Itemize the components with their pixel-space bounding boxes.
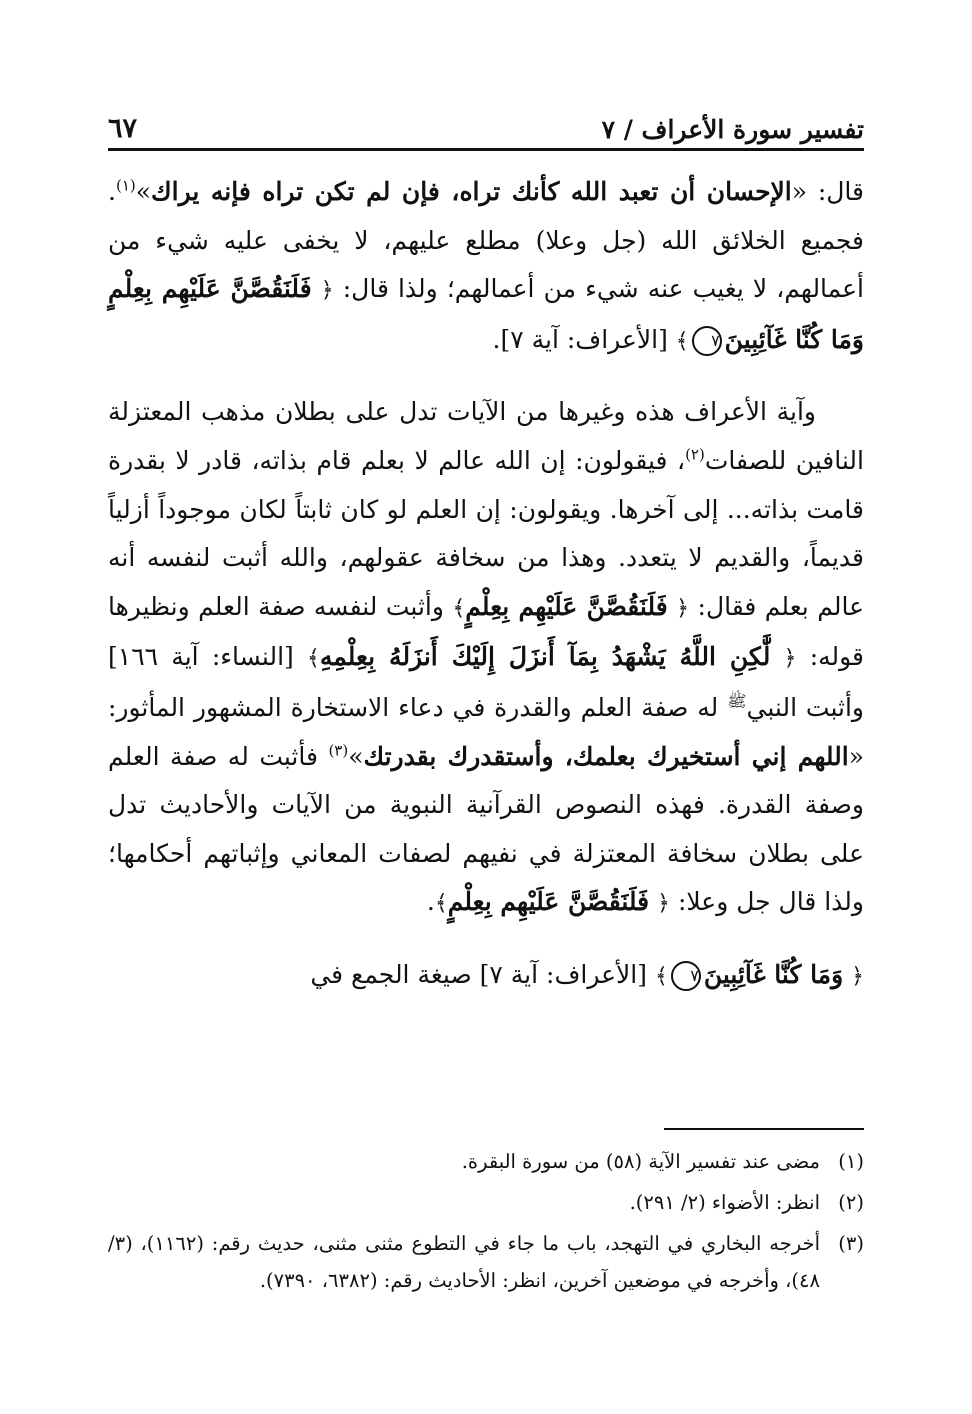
footnote-item (108, 1184, 864, 1221)
ayah-number-mark: ٧ (671, 961, 701, 991)
footnote-text: انظر: الأضواء (٢/ ٢٩١). (629, 1191, 820, 1214)
footnote-ref-3[interactable]: (٣) (328, 741, 349, 760)
text-run: [الأعراف: آية ٧] صيغة الجمع في (310, 959, 647, 989)
footnote-text: أخرجه البخاري في التهجد، باب ما جاء في التطوع مثنى مثنى، حديث رقم: (١١٦٢)، (٣/ ٤٨)، وأخرجه في موضعين آخرين، انظر: الأحاديث رقم: (٦٣٨٢، ٧٣٩٠). (108, 1232, 820, 1292)
text-run: » (348, 741, 364, 771)
quran-close-bracket: ﴾ (434, 891, 448, 917)
footnote-number: (١) (838, 1150, 864, 1173)
footnote-ref-1[interactable]: (١) (115, 176, 136, 195)
paragraph-3 (108, 951, 864, 1002)
header-title: تفسير سورة الأعراف / ٧ (601, 115, 864, 144)
footnote-number: (٣) (838, 1232, 864, 1255)
ayah-number-mark: ٧ (692, 326, 722, 356)
text-run: قال: « (791, 177, 864, 206)
quran-open-bracket: ﴿ (676, 595, 690, 621)
salawat-glyph: ﷺ (727, 691, 747, 711)
quran-verse: لَّٰكِنِ اللَّهُ يَشْهَدُ بِمَآ أَنزَلَ إِلَيْكَ أَنزَلَهُ بِعِلْمِهِ (319, 642, 771, 672)
text-run: ، فيقولون: إن الله عالم لا بعلم قام بذاته، قادر لا بقدرة قامت بذاته... إلى آخرها. ويقولون: إن العلم لو كان ثابتاً لكان موجوداً أزلياً قديماً، والقديم لا يتعدد. وهذا من سخافة عقولهم، والله أثبت لنفسه أنه عالم بعلم فقال: (108, 445, 864, 621)
quran-verse: فَلَنَقُصَّنَّ عَلَيْهِم بِعِلْمٍ (447, 887, 650, 917)
running-header (108, 98, 864, 151)
text-run: فأثبت له صفة العلم وصفة القدرة. فهذه النصوص القرآنية النبوية من الآيات والأحاديث تدل على بطلان سخافة المعتزلة في نفيهم لصفات المعاني وإثباتهم أحكامها؛ ولذا قال جل وعلا: (108, 741, 864, 917)
hadith-quote: اللهم إني أستخيرك بعلمك، وأستقدرك بقدرتك (363, 741, 849, 771)
text-run: . (426, 887, 435, 917)
quran-open-bracket: ﴿ (851, 963, 864, 989)
footnote-ref-2[interactable]: (٢) (685, 445, 705, 464)
text-run: » (135, 177, 152, 206)
verse-reference: [النساء: آية ١٦٦] (108, 642, 294, 672)
verse-reference: [الأعراف: آية ٧]. (492, 324, 668, 354)
footnotes (108, 1143, 864, 1303)
hadith-quote: الإحسان أن تعبد الله كأنك تراه، فإن لم تكن تراه فإنه يراك (151, 177, 792, 206)
main-text (108, 168, 864, 1002)
footnote-separator (664, 1128, 864, 1130)
quran-verse: فَلَنَقُصَّنَّ عَلَيْهِم بِعِلْمٍ وَمَا كُنَّا غَآئِبِينَ (108, 274, 864, 354)
quran-close-bracket: ﴾ (675, 328, 689, 354)
quran-close-bracket: ﴾ (452, 595, 466, 621)
footnote-text: مضى عند تفسير الآية (٥٨) من سورة البقرة. (461, 1150, 820, 1173)
quran-close-bracket: ﴾ (307, 646, 320, 672)
footnote-item (108, 1225, 864, 1299)
text-run: وأثبت لنفسه صفة العلم ونظيرها قوله: (108, 591, 864, 672)
quran-open-bracket: ﴿ (783, 646, 797, 672)
quran-open-bracket: ﴿ (320, 278, 334, 304)
quran-open-bracket: ﴿ (657, 891, 670, 917)
text-run: . فجميع الخلائق الله (جل وعلا) مطلع عليهم، لا يخفى عليه شيء من أعمالهم، لا يغيب عنه شيء من أعمالهم؛ ولذا قال: (108, 177, 864, 304)
quran-close-bracket: ﴾ (654, 963, 668, 989)
text-run: له صفة العلم والقدرة في دعاء الاستخارة المشهور المأثور: « (108, 692, 864, 771)
paragraph-2 (108, 388, 864, 929)
footnote-item (108, 1143, 864, 1180)
footnote-number: (٢) (838, 1191, 864, 1214)
quran-verse: فَلَنَقُصَّنَّ عَلَيْهِم بِعِلْمٍ (465, 591, 668, 621)
paragraph-1 (108, 168, 864, 366)
quran-verse: وَمَا كُنَّا غَآئِبِينَ (703, 959, 844, 989)
page-number: ٦٧ (108, 113, 138, 144)
text-run: وآية الأعراف هذه وغيرها من الآيات تدل على بطلان مذهب المعتزلة النافين للصفات (108, 397, 864, 475)
text-run: وأثبت النبي (746, 692, 864, 722)
